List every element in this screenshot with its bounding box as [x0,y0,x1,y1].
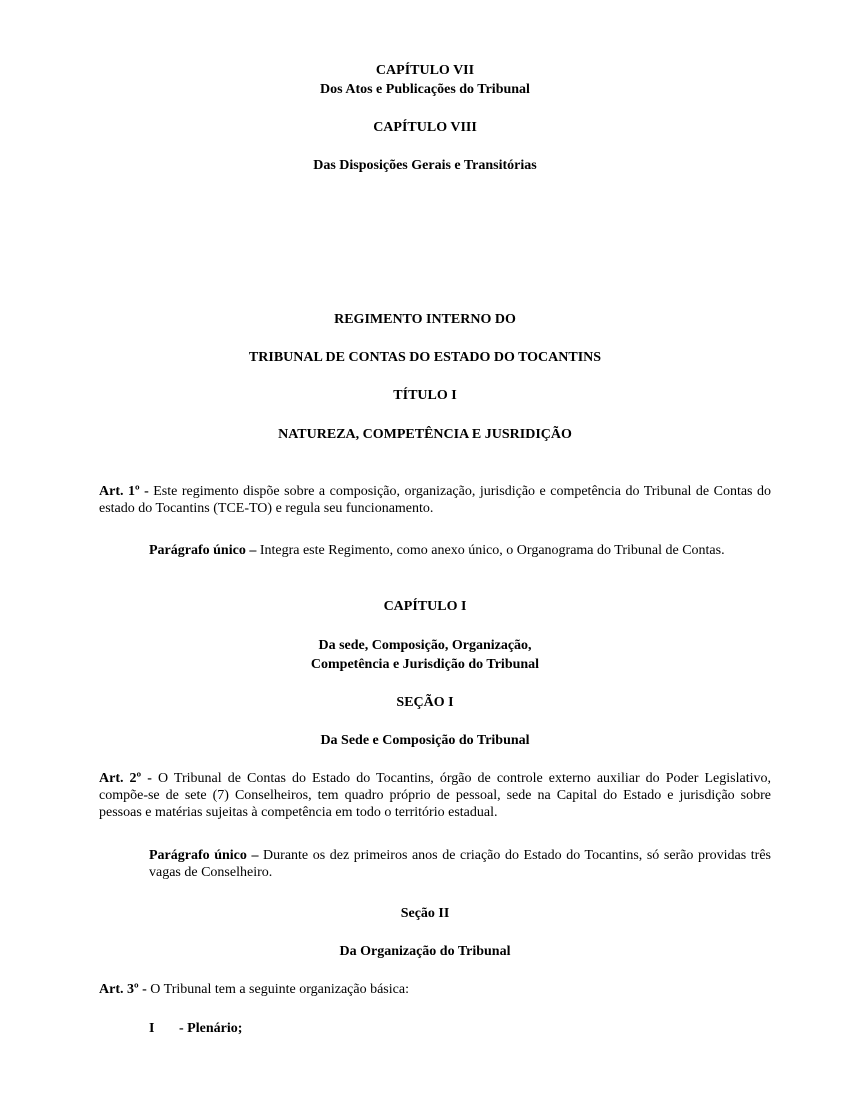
chapter-8-subtitle: Das Disposições Gerais e Transitórias [313,158,537,173]
list-item-text: - Plenário; [179,1021,243,1036]
regimento-title-line1: REGIMENTO INTERNO DO [334,312,516,327]
regimento-title-line2: TRIBUNAL DE CONTAS DO ESTADO DO TOCANTINS [248,350,602,365]
list-item [149,1020,242,1037]
article-1-label: Art. 1º - [99,484,149,499]
chapter-1-subtitle-line2: Competência e Jurisdição do Tribunal [310,657,540,672]
article-2-paragrafo [149,847,771,881]
list-item-number: I [149,1021,155,1036]
article-2-paragrafo-label: Parágrafo único – [149,848,259,863]
titulo-name: NATUREZA, COMPETÊNCIA E JUSRIDIÇÃO [278,427,572,442]
article-1 [99,483,771,517]
chapter-1-subtitle-line1: Da sede, Composição, Organização, [318,638,532,653]
section-2-subtitle: Da Organização do Tribunal [339,944,511,959]
article-2-paragrafo-text: Durante os dez primeiros anos de criação do Estado do Tocantins, só serão providas três vagas de Conselheiro. [149,848,771,880]
article-1-paragrafo [149,542,771,559]
section-2-title: Seção II [400,906,450,921]
article-1-text: Este regimento dispõe sobre a composição, organização, jurisdição e competência do Tribunal de Contas do estado do Tocantins (TCE-TO) e regula seu funcionamento. [99,484,771,516]
article-1-paragrafo-text: Integra este Regimento, como anexo único, o Organograma do Tribunal de Contas. [256,543,725,558]
article-3-label: Art. 3º - [99,982,147,997]
article-2-label: Art. 2º - [99,771,152,786]
titulo-heading: TÍTULO I [393,388,457,403]
article-3-text: O Tribunal tem a seguinte organização básica: [146,982,409,997]
article-2 [99,770,771,821]
article-3 [99,981,771,998]
section-1-subtitle: Da Sede e Composição do Tribunal [320,733,530,748]
chapter-7-subtitle: Dos Atos e Publicações do Tribunal [320,82,530,97]
chapter-1-title: CAPÍTULO I [383,599,467,614]
article-1-paragrafo-label: Parágrafo único – [149,543,257,558]
section-1-title: SEÇÃO I [396,695,454,710]
article-2-text: O Tribunal de Contas do Estado do Tocantins, órgão de controle externo auxiliar do Poder Legislativo, compõe-se de sete (7) Conselheiros, tem quadro próprio de pessoal, sede na Capital do Estado e jurisdição sobre pessoas e matérias sujeitas à competência em todo o território estadual. [99,771,771,820]
chapter-8-title: CAPÍTULO VIII [373,120,477,135]
chapter-7-title: CAPÍTULO VII [375,63,475,78]
